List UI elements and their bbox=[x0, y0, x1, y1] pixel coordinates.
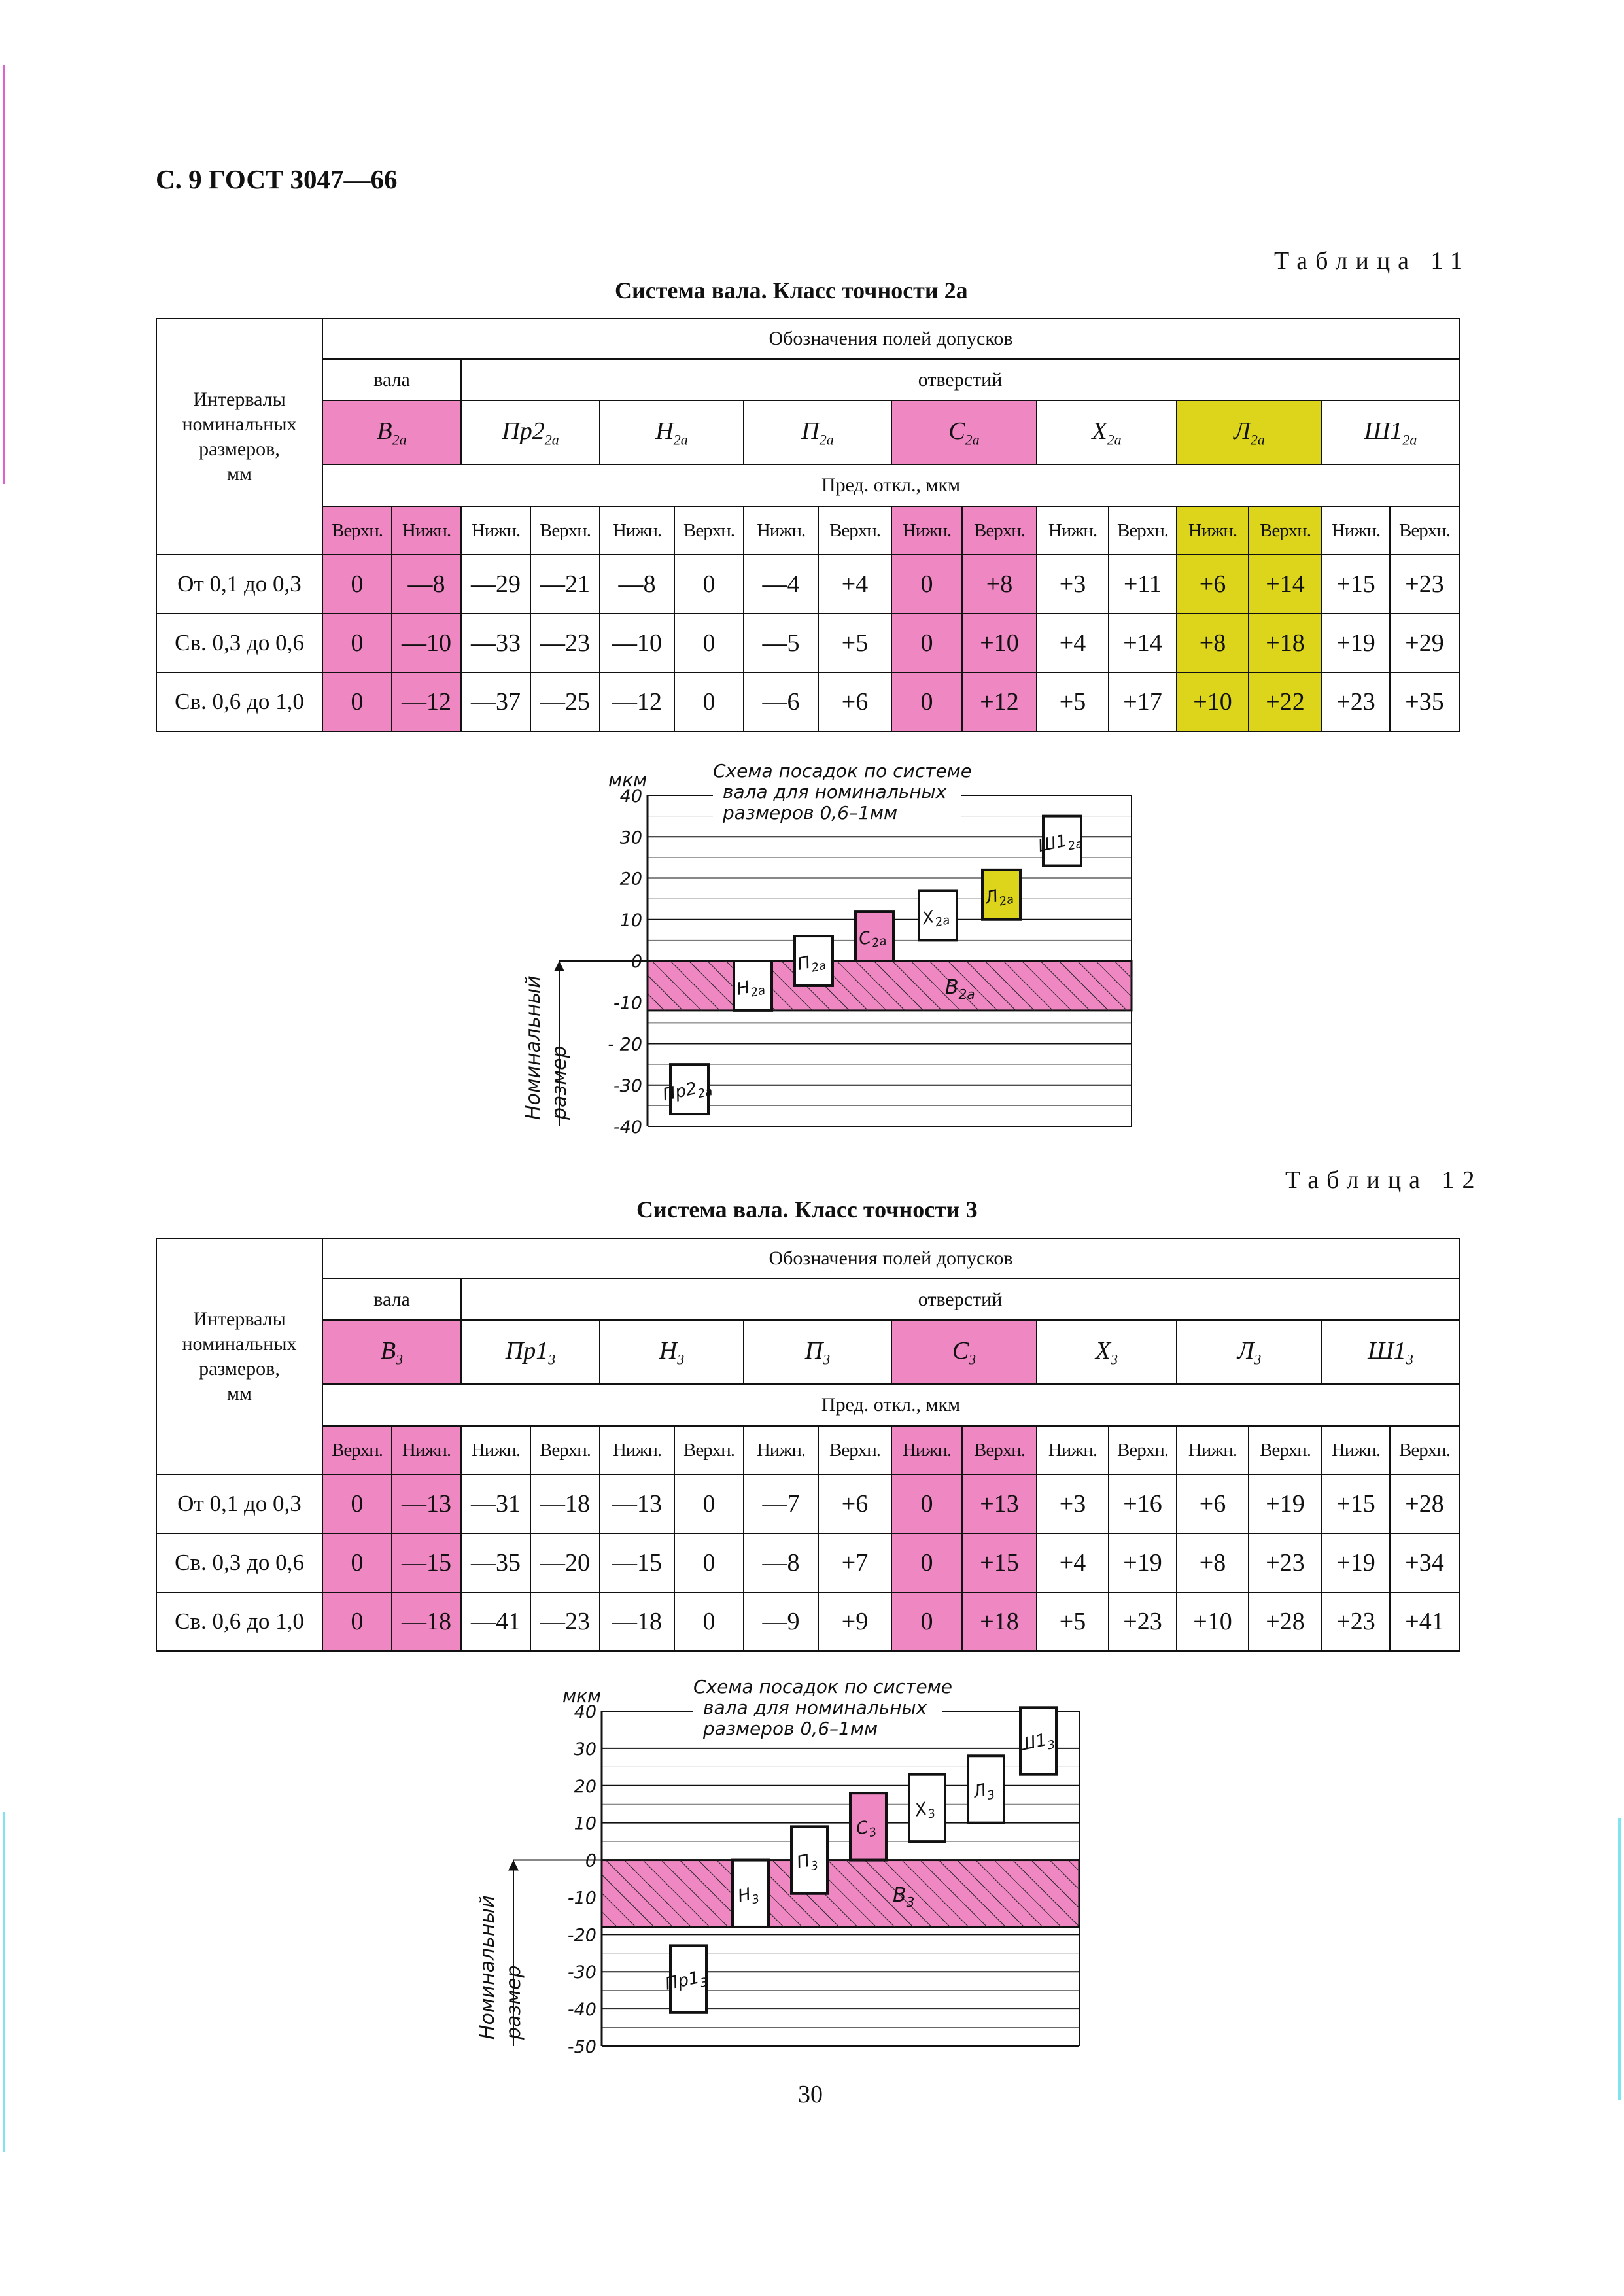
value-cell: +19 bbox=[1109, 1533, 1177, 1592]
fit-diagram-svg bbox=[476, 1675, 1096, 2067]
field-symbol: Л bbox=[1234, 417, 1251, 445]
y-tick-label: -40 bbox=[613, 1117, 642, 1138]
value-cell: —12 bbox=[600, 672, 674, 731]
value-cell: +16 bbox=[1109, 1474, 1177, 1533]
value-cell: —23 bbox=[530, 1592, 600, 1651]
tolerance-field-box bbox=[663, 1945, 709, 2012]
interval-cell: Св. 0,6 до 1,0 bbox=[156, 1592, 322, 1651]
field-symbol: Пр1 bbox=[505, 1336, 549, 1365]
interval-header-line: Интервалы bbox=[193, 388, 286, 410]
tolerance-field-box bbox=[1036, 816, 1084, 866]
value-cell: —12 bbox=[392, 672, 461, 731]
y-tick-label: -20 bbox=[567, 1925, 596, 1946]
deviation-subheader: Нижн. bbox=[891, 506, 962, 555]
table-title: Система вала. Класс точности 2а bbox=[615, 277, 968, 304]
field-label: $Пр2_{2a}$ bbox=[661, 1079, 714, 1105]
value-cell: 0 bbox=[322, 555, 392, 614]
value-cell: 0 bbox=[674, 1474, 744, 1533]
y-axis-label: размер bbox=[548, 1045, 571, 1120]
tolerance-field-1 bbox=[322, 400, 461, 464]
value-cell: —4 bbox=[744, 555, 818, 614]
value-cell: 0 bbox=[674, 672, 744, 731]
deviation-subheader: Верхн. bbox=[1109, 1426, 1177, 1474]
value-cell: —25 bbox=[530, 672, 600, 731]
y-tick-label: 10 bbox=[619, 910, 642, 931]
y-tick-label: - 20 bbox=[608, 1034, 642, 1055]
interval-cell: Св. 0,3 до 0,6 bbox=[156, 1533, 322, 1592]
deviation-subheader: Нижн. bbox=[461, 1426, 530, 1474]
field-symbol: Ш1 bbox=[1364, 417, 1403, 445]
value-cell: 0 bbox=[322, 1592, 392, 1651]
tolerance-field-8 bbox=[1322, 1320, 1459, 1384]
value-cell: +15 bbox=[962, 1533, 1037, 1592]
tolerance-field-2 bbox=[461, 400, 600, 464]
value-cell: —10 bbox=[392, 614, 461, 672]
tolerance-field-box bbox=[982, 870, 1020, 920]
field-subscript: 2a bbox=[392, 431, 407, 448]
value-cell: —9 bbox=[744, 1592, 818, 1651]
value-cell: +11 bbox=[1109, 555, 1177, 614]
unit-label: мкм bbox=[562, 1685, 602, 1707]
field-symbol: Н bbox=[655, 417, 674, 445]
value-cell: +6 bbox=[1177, 555, 1249, 614]
value-cell: —13 bbox=[392, 1474, 461, 1533]
value-cell: +19 bbox=[1249, 1474, 1322, 1533]
field-subscript: 3 bbox=[1111, 1351, 1118, 1368]
y-tick-label: 0 bbox=[631, 952, 642, 972]
field-label: $C_{2a}$ bbox=[857, 928, 888, 950]
field-symbol: Ш1 bbox=[1368, 1336, 1406, 1365]
deviation-subheader: Нижн. bbox=[1322, 1426, 1390, 1474]
value-cell: +4 bbox=[818, 555, 891, 614]
deviation-subheader: Нижн. bbox=[600, 1426, 674, 1474]
value-cell: +7 bbox=[818, 1533, 891, 1592]
deviation-subheader: Верхн. bbox=[962, 1426, 1037, 1474]
deviation-subheader: Нижн. bbox=[392, 506, 461, 555]
interval-header-line: мм bbox=[227, 462, 252, 485]
field-subscript: 2a bbox=[673, 431, 688, 448]
shaft-group-header: вала bbox=[322, 1279, 461, 1320]
value-cell: +14 bbox=[1109, 614, 1177, 672]
y-tick-label: 40 bbox=[619, 786, 642, 807]
deviation-subheader: Нижн. bbox=[1037, 1426, 1109, 1474]
value-cell: +5 bbox=[1037, 1592, 1109, 1651]
value-cell: 0 bbox=[322, 614, 392, 672]
value-cell: +23 bbox=[1249, 1533, 1322, 1592]
table-title: Система вала. Класс точности 3 bbox=[636, 1196, 978, 1223]
shaft-label: $B_3$ bbox=[893, 1883, 915, 1910]
chart-caption: вала для номинальных bbox=[723, 781, 947, 803]
field-label: $X_3$ bbox=[913, 1799, 937, 1822]
y-axis-label: Номинальный bbox=[476, 1895, 499, 2040]
value-cell: 0 bbox=[891, 1592, 962, 1651]
tolerance-field-box bbox=[791, 1826, 827, 1893]
value-cell: 0 bbox=[891, 1474, 962, 1533]
value-cell: +10 bbox=[1177, 672, 1249, 731]
deviation-subheader: Нижн. bbox=[392, 1426, 461, 1474]
field-subscript: 3 bbox=[823, 1351, 831, 1368]
value-cell: —41 bbox=[461, 1592, 530, 1651]
tolerance-field-6 bbox=[1037, 400, 1177, 464]
field-symbol: С bbox=[948, 417, 965, 445]
tolerance-table bbox=[156, 1238, 1460, 1652]
value-cell: 0 bbox=[322, 1533, 392, 1592]
tolerance-field-7 bbox=[1177, 400, 1322, 464]
value-cell: —20 bbox=[530, 1533, 600, 1592]
y-tick-label: 0 bbox=[585, 1851, 596, 1871]
deviation-subheader: Верхн. bbox=[1109, 506, 1177, 555]
value-cell: +19 bbox=[1322, 614, 1390, 672]
deviation-header: Пред. откл., мкм bbox=[322, 464, 1459, 506]
interval-header-line: Интервалы bbox=[193, 1308, 286, 1330]
value-cell: 0 bbox=[322, 672, 392, 731]
value-cell: —13 bbox=[600, 1474, 674, 1533]
y-tick-label: -10 bbox=[613, 993, 642, 1014]
shaft-hatch bbox=[648, 961, 1132, 1011]
deviation-subheader: Верхн. bbox=[818, 1426, 891, 1474]
tolerance-field-box bbox=[661, 1064, 714, 1114]
arrow-head bbox=[554, 961, 564, 971]
deviation-header: Пред. откл., мкм bbox=[322, 1384, 1459, 1426]
value-cell: —18 bbox=[600, 1592, 674, 1651]
field-subscript: 3 bbox=[548, 1351, 556, 1368]
value-cell: +10 bbox=[1177, 1592, 1249, 1651]
deviation-subheader: Верхн. bbox=[674, 506, 744, 555]
chart-caption: Схема посадок по системе bbox=[713, 760, 973, 782]
interval-cell: От 0,1 до 0,3 bbox=[156, 555, 322, 614]
y-tick-label: 10 bbox=[574, 1813, 596, 1834]
value-cell: —15 bbox=[392, 1533, 461, 1592]
field-symbol: Н bbox=[659, 1336, 678, 1365]
value-cell: +34 bbox=[1390, 1533, 1459, 1592]
table-row bbox=[156, 555, 1459, 614]
interval-cell: Св. 0,3 до 0,6 bbox=[156, 614, 322, 672]
table-row bbox=[156, 1592, 1459, 1651]
value-cell: —33 bbox=[461, 614, 530, 672]
table-row bbox=[156, 1474, 1459, 1533]
chart-caption: Схема посадок по системе bbox=[693, 1676, 953, 1697]
chart-caption: размеров 0,6–1мм bbox=[723, 802, 898, 824]
chart-caption: вала для номинальных bbox=[703, 1697, 927, 1718]
tolerance-field-box bbox=[968, 1756, 1004, 1822]
value-cell: +22 bbox=[1249, 672, 1322, 731]
value-cell: +3 bbox=[1037, 555, 1109, 614]
deviation-subheader: Нижн. bbox=[1322, 506, 1390, 555]
deviation-subheader: Верхн. bbox=[1249, 1426, 1322, 1474]
field-label: $X_{2a}$ bbox=[920, 907, 952, 930]
value-cell: +9 bbox=[818, 1592, 891, 1651]
chart-caption: размеров 0,6–1мм bbox=[703, 1718, 878, 1739]
value-cell: +4 bbox=[1037, 1533, 1109, 1592]
interval-header-line: номинальных bbox=[182, 413, 297, 435]
deviation-subheader: Нижн. bbox=[1037, 506, 1109, 555]
field-subscript: 2a bbox=[965, 431, 980, 448]
field-symbol: П bbox=[804, 1336, 823, 1365]
table-11-container bbox=[156, 318, 1460, 732]
tolerance-field-5 bbox=[891, 400, 1037, 464]
field-symbol: В bbox=[380, 1336, 396, 1365]
value-cell: +15 bbox=[1322, 555, 1390, 614]
value-cell: 0 bbox=[891, 614, 962, 672]
value-cell: +10 bbox=[962, 614, 1037, 672]
deviation-subheader: Верхн. bbox=[530, 506, 600, 555]
value-cell: +4 bbox=[1037, 614, 1109, 672]
field-label: $Л_3$ bbox=[971, 1780, 997, 1803]
field-subscript: 2a bbox=[1402, 431, 1417, 448]
deviation-subheader: Нижн. bbox=[461, 506, 530, 555]
interval-cell: Св. 0,6 до 1,0 bbox=[156, 672, 322, 731]
tolerance-field-5 bbox=[891, 1320, 1037, 1384]
deviation-subheader: Нижн. bbox=[1177, 1426, 1249, 1474]
field-symbol: П bbox=[801, 417, 820, 445]
value-cell: +8 bbox=[1177, 614, 1249, 672]
tolerance-table bbox=[156, 318, 1460, 732]
field-label: $H_{2a}$ bbox=[734, 977, 767, 1000]
field-subscript: 3 bbox=[1254, 1351, 1262, 1368]
interval-header bbox=[156, 1238, 322, 1474]
value-cell: —31 bbox=[461, 1474, 530, 1533]
arrow-head bbox=[508, 1860, 519, 1871]
tolerance-field-8 bbox=[1322, 400, 1459, 464]
value-cell: +28 bbox=[1249, 1592, 1322, 1651]
deviation-subheader: Нижн. bbox=[744, 506, 818, 555]
table-label: Таблица 11 bbox=[1274, 247, 1471, 275]
scan-edge-mark bbox=[3, 1812, 5, 2152]
value-cell: +29 bbox=[1390, 614, 1459, 672]
interval-header-line: размеров, bbox=[199, 1357, 280, 1380]
table-12-container bbox=[156, 1238, 1460, 1652]
table-row bbox=[156, 614, 1459, 672]
value-cell: +14 bbox=[1249, 555, 1322, 614]
deviation-subheader: Нижн. bbox=[744, 1426, 818, 1474]
table-label: Таблица 12 bbox=[1285, 1166, 1483, 1194]
hole-group-header: отверстий bbox=[461, 359, 1459, 400]
field-symbol: В bbox=[377, 417, 392, 445]
value-cell: +12 bbox=[962, 672, 1037, 731]
table-row bbox=[156, 672, 1459, 731]
y-tick-label: 20 bbox=[574, 1776, 596, 1797]
tolerance-field-box bbox=[733, 1860, 769, 1927]
field-label: $H_3$ bbox=[736, 1885, 761, 1907]
fit-diagram-svg bbox=[523, 759, 1164, 1138]
hole-group-header: отверстий bbox=[461, 1279, 1459, 1320]
value-cell: 0 bbox=[674, 1592, 744, 1651]
value-cell: 0 bbox=[891, 555, 962, 614]
deviation-subheader: Нижн. bbox=[1177, 506, 1249, 555]
y-axis-label: Номинальный bbox=[522, 975, 545, 1120]
value-cell: 0 bbox=[674, 614, 744, 672]
value-cell: +5 bbox=[1037, 672, 1109, 731]
field-subscript: 3 bbox=[969, 1351, 976, 1368]
deviation-subheader: Верхн. bbox=[962, 506, 1037, 555]
designations-header: Обозначения полей допусков bbox=[322, 1238, 1459, 1279]
tolerance-field-4 bbox=[744, 400, 891, 464]
field-label: $П_{2a}$ bbox=[795, 952, 828, 975]
deviation-subheader: Нижн. bbox=[891, 1426, 962, 1474]
tolerance-field-box bbox=[734, 961, 772, 1011]
value-cell: +35 bbox=[1390, 672, 1459, 731]
value-cell: +23 bbox=[1322, 1592, 1390, 1651]
y-tick-label: -10 bbox=[567, 1888, 596, 1909]
scan-edge-mark bbox=[3, 65, 5, 484]
y-tick-label: 30 bbox=[574, 1739, 596, 1760]
value-cell: +6 bbox=[818, 672, 891, 731]
field-subscript: 2a bbox=[819, 431, 834, 448]
deviation-subheader: Верхн. bbox=[674, 1426, 744, 1474]
tolerance-field-6 bbox=[1037, 1320, 1177, 1384]
value-cell: —7 bbox=[744, 1474, 818, 1533]
value-cell: —18 bbox=[530, 1474, 600, 1533]
tolerance-field-box bbox=[855, 911, 893, 961]
value-cell: —29 bbox=[461, 555, 530, 614]
deviation-subheader: Верхн. bbox=[1390, 1426, 1459, 1474]
interval-cell: От 0,1 до 0,3 bbox=[156, 1474, 322, 1533]
value-cell: —35 bbox=[461, 1533, 530, 1592]
value-cell: —21 bbox=[530, 555, 600, 614]
value-cell: —10 bbox=[600, 614, 674, 672]
deviation-subheader: Верхн. bbox=[322, 506, 392, 555]
field-label: $Пр1_3$ bbox=[663, 1968, 710, 1994]
fit-diagram bbox=[523, 759, 1164, 1141]
shaft-group-header: вала bbox=[322, 359, 461, 400]
tolerance-field-box bbox=[919, 890, 957, 940]
y-axis-label: размер bbox=[502, 1965, 525, 2040]
value-cell: 0 bbox=[674, 555, 744, 614]
value-cell: —6 bbox=[744, 672, 818, 731]
y-tick-label: 30 bbox=[619, 827, 642, 848]
value-cell: +6 bbox=[818, 1474, 891, 1533]
tolerance-field-box bbox=[850, 1793, 886, 1860]
field-symbol: Х bbox=[1092, 417, 1107, 445]
value-cell: —8 bbox=[600, 555, 674, 614]
field-label: $Ш1_{2a}$ bbox=[1036, 831, 1084, 857]
value-cell: +3 bbox=[1037, 1474, 1109, 1533]
y-tick-label: -50 bbox=[567, 2037, 596, 2057]
y-tick-label: 20 bbox=[619, 869, 642, 890]
value-cell: +5 bbox=[818, 614, 891, 672]
value-cell: +8 bbox=[962, 555, 1037, 614]
field-symbol: Пр2 bbox=[502, 417, 545, 445]
field-label: $Л_{2a}$ bbox=[983, 886, 1016, 909]
deviation-subheader: Верхн. bbox=[1390, 506, 1459, 555]
field-symbol: Х bbox=[1095, 1336, 1111, 1365]
value-cell: —8 bbox=[392, 555, 461, 614]
value-cell: —15 bbox=[600, 1533, 674, 1592]
field-subscript: 2a bbox=[1107, 431, 1122, 448]
y-tick-label: -40 bbox=[567, 2000, 596, 2021]
field-subscript: 2a bbox=[1250, 431, 1265, 448]
field-subscript: 3 bbox=[396, 1351, 404, 1368]
fit-diagram bbox=[476, 1675, 1096, 2070]
value-cell: +23 bbox=[1109, 1592, 1177, 1651]
deviation-subheader: Нижн. bbox=[600, 506, 674, 555]
field-subscript: 2a bbox=[544, 431, 559, 448]
designations-header: Обозначения полей допусков bbox=[322, 319, 1459, 359]
value-cell: +41 bbox=[1390, 1592, 1459, 1651]
value-cell: +18 bbox=[1249, 614, 1322, 672]
value-cell: +23 bbox=[1322, 672, 1390, 731]
deviation-subheader: Верхн. bbox=[1249, 506, 1322, 555]
value-cell: —18 bbox=[392, 1592, 461, 1651]
y-tick-label: -30 bbox=[567, 1962, 596, 1983]
value-cell: 0 bbox=[322, 1474, 392, 1533]
field-symbol: Л bbox=[1237, 1336, 1254, 1365]
field-symbol: С bbox=[952, 1336, 969, 1365]
scan-edge-mark bbox=[1618, 1818, 1621, 2100]
table-row bbox=[156, 1533, 1459, 1592]
deviation-subheader: Верхн. bbox=[322, 1426, 392, 1474]
tolerance-field-4 bbox=[744, 1320, 891, 1384]
value-cell: —5 bbox=[744, 614, 818, 672]
field-label: $П_3$ bbox=[795, 1851, 820, 1874]
value-cell: +28 bbox=[1390, 1474, 1459, 1533]
field-label: $Ш1_3$ bbox=[1016, 1730, 1057, 1756]
value-cell: —8 bbox=[744, 1533, 818, 1592]
value-cell: +23 bbox=[1390, 555, 1459, 614]
value-cell: —37 bbox=[461, 672, 530, 731]
tolerance-field-box bbox=[795, 936, 833, 986]
deviation-subheader: Верхн. bbox=[530, 1426, 600, 1474]
shaft-label: $B_{2a}$ bbox=[945, 975, 975, 1002]
interval-header-line: размеров, bbox=[199, 438, 280, 460]
y-tick-label: -30 bbox=[613, 1075, 642, 1096]
tolerance-field-1 bbox=[322, 1320, 461, 1384]
value-cell: +17 bbox=[1109, 672, 1177, 731]
tolerance-field-2 bbox=[461, 1320, 600, 1384]
value-cell: +15 bbox=[1322, 1474, 1390, 1533]
value-cell: +18 bbox=[962, 1592, 1037, 1651]
value-cell: 0 bbox=[891, 672, 962, 731]
tolerance-field-box bbox=[909, 1775, 945, 1841]
value-cell: +19 bbox=[1322, 1533, 1390, 1592]
y-tick-label: 40 bbox=[574, 1702, 596, 1722]
value-cell: 0 bbox=[674, 1533, 744, 1592]
value-cell: —23 bbox=[530, 614, 600, 672]
field-label: $C_3$ bbox=[854, 1817, 878, 1841]
tolerance-field-7 bbox=[1177, 1320, 1322, 1384]
interval-header-line: мм bbox=[227, 1382, 252, 1404]
value-cell: +6 bbox=[1177, 1474, 1249, 1533]
tolerance-field-box bbox=[1016, 1707, 1056, 1774]
page-number: 30 bbox=[798, 2081, 823, 2108]
field-subscript: 3 bbox=[1406, 1351, 1413, 1368]
value-cell: +13 bbox=[962, 1474, 1037, 1533]
value-cell: +8 bbox=[1177, 1533, 1249, 1592]
interval-header-line: номинальных bbox=[182, 1332, 297, 1355]
interval-header bbox=[156, 319, 322, 555]
page-header: С. 9 ГОСТ 3047—66 bbox=[156, 164, 398, 194]
tolerance-field-3 bbox=[600, 1320, 744, 1384]
tolerance-field-3 bbox=[600, 400, 744, 464]
deviation-subheader: Верхн. bbox=[818, 506, 891, 555]
field-subscript: 3 bbox=[677, 1351, 685, 1368]
value-cell: 0 bbox=[891, 1533, 962, 1592]
unit-label: мкм bbox=[608, 769, 648, 791]
shaft-hatch bbox=[602, 1860, 1079, 1927]
